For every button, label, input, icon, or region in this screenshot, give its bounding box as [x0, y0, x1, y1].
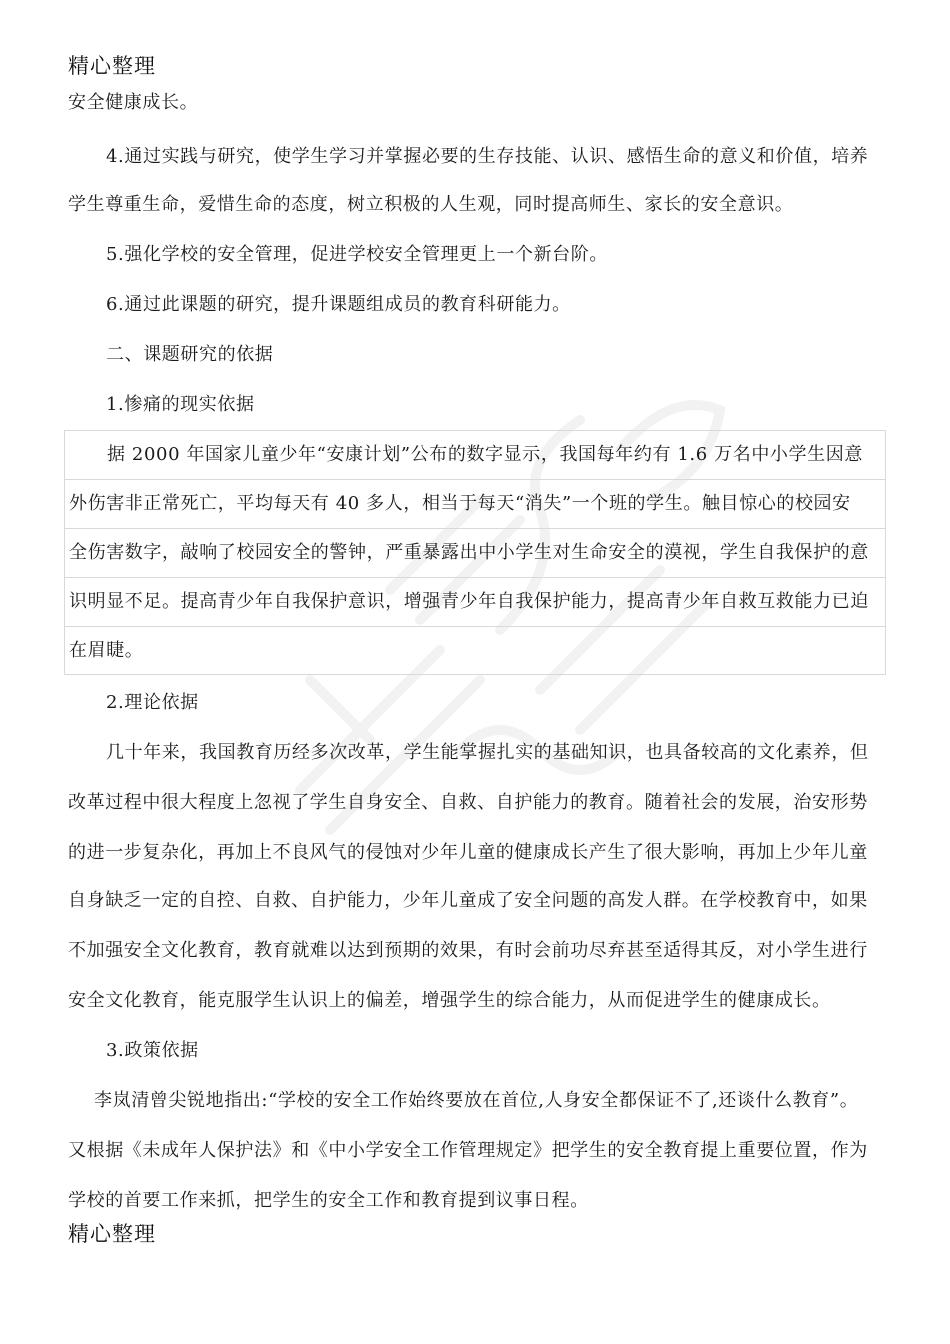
- paragraph-line: 4.通过实践与研究，使学生学习并掌握必要的生存技能、认识、感悟生命的意义和价值，培养: [106, 146, 869, 167]
- paragraph-line: 改革过程中很大程度上忽视了学生自身安全、自救、自护能力的教育。随着社会的发展，治安形势: [68, 792, 868, 813]
- subsection-heading: 1.惨痛的现实依据: [106, 394, 255, 415]
- paragraph-line: 安全文化教育，能克服学生认识上的偏差，增强学生的综合能力，从而促进学生的健康成长。: [68, 990, 831, 1011]
- page-footer-header: 精心整理: [68, 1222, 156, 1246]
- boxed-line-text: 据 2000 年国家儿童少年“安康计划”公布的数字显示，我国每年约有 1.6 万名中小学生因意: [107, 444, 863, 465]
- boxed-line-text: 全伤害数字，敲响了校园安全的警钟，严重暴露出中小学生对生命安全的漠视，学生自我保护的意: [69, 542, 869, 563]
- boxed-line: [64, 577, 886, 626]
- boxed-line: [64, 528, 886, 577]
- paragraph-line: 学校的首要工作来抓，把学生的安全工作和教育提到议事日程。: [68, 1190, 589, 1211]
- subsection-heading: 2.理论依据: [106, 692, 199, 713]
- boxed-line: [64, 479, 886, 528]
- boxed-paragraph: [64, 430, 886, 675]
- paragraph-line: 的进一步复杂化，再加上不良风气的侵蚀对少年儿童的健康成长产生了很大影响，再加上少年儿童: [68, 842, 868, 863]
- boxed-line: [64, 430, 886, 479]
- subsection-heading: 3.政策依据: [106, 1040, 199, 1061]
- paragraph-line: 李岚清曾尖锐地指出:“学校的安全工作始终要放在首位,人身安全都保证不了,还谈什么教育”。: [94, 1090, 859, 1111]
- paragraph-line: 5.强化学校的安全管理，促进学校安全管理更上一个新台阶。: [106, 244, 608, 265]
- boxed-line: [64, 626, 886, 675]
- boxed-line-text: 外伤害非正常死亡，平均每天有 40 多人，相当于每天“消失”一个班的学生。触目惊心的校园安: [69, 493, 851, 514]
- paragraph-line: 几十年来，我国教育历经多次改革，学生能掌握扎实的基础知识，也具备较高的文化素养，但: [106, 742, 869, 763]
- section-heading: 二、课题研究的依据: [106, 344, 274, 365]
- paragraph-line: 自身缺乏一定的自控、自救、自护能力，少年儿童成了安全问题的高发人群。在学校教育中，如果: [68, 890, 868, 911]
- paragraph-line: 又根据《未成年人保护法》和《中小学安全工作管理规定》把学生的安全教育提上重要位置，作为: [68, 1140, 868, 1161]
- boxed-line-text: 在眉睫。: [69, 640, 144, 661]
- paragraph-line: 不加强安全文化教育，教育就难以达到预期的效果，有时会前功尽弃甚至适得其反，对小学生进行: [68, 940, 868, 961]
- boxed-line-text: 识明显不足。提高青少年自我保护意识，增强青少年自我保护能力，提高青少年自救互救能力已迫: [69, 591, 869, 612]
- paragraph-line: 6.通过此课题的研究，提升课题组成员的教育科研能力。: [106, 294, 571, 315]
- paragraph-line: 学生尊重生命，爱惜生命的态度，树立积极的人生观，同时提高师生、家长的安全意识。: [68, 194, 794, 215]
- paragraph-line: 安全健康成长。: [68, 92, 199, 113]
- page-header: 精心整理: [68, 54, 156, 78]
